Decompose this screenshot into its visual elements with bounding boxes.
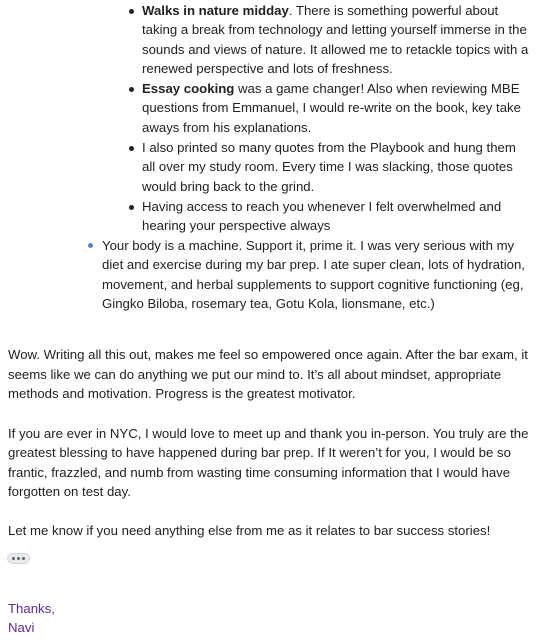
list-item-text [142, 79, 520, 99]
ellipsis-dot-icon [12, 557, 15, 560]
list-bullet [88, 243, 93, 248]
signature-name: Navi [8, 620, 35, 635]
list-item-text: I also printed so many quotes from the Playbook and hung them [142, 140, 516, 155]
list-item-text-span: was a game changer! Also when reviewing MBE [234, 81, 520, 96]
list-item-text: renewed perspective and lots of freshness. [142, 61, 393, 76]
paragraph-line: greatest blessing to have happened during bar prep. If It weren’t for you, I would be so [8, 445, 511, 460]
list-item-text: Your body is a machine. Support it, prime it. I was very serious with my [102, 238, 515, 253]
list-item-text: questions from Emmanuel, I would re-write on the book, key take [142, 100, 521, 115]
paragraph-line: seems like we can do anything we put our mind to. It’s all about mindset, appropriate [8, 367, 502, 382]
list-item-text: sounds and views of nature. It allowed me to retackle topics with a [142, 42, 529, 57]
list-item-text-span: . There is something powerful about [288, 3, 499, 18]
list-item-text [142, 1, 498, 21]
list-item-text: hearing your perspective always [142, 218, 331, 233]
list-item-text: Having access to reach you whenever I felt overwhelmed and [142, 199, 502, 214]
list-bullet [129, 87, 134, 92]
list-bullet [129, 9, 134, 14]
paragraph-line: If you are ever in NYC, I would love to meet up and thank you in-person. You truly are the [8, 426, 529, 441]
paragraph-line: frantic, frazzled, and numb from wasting time consuming information that I would have [8, 465, 511, 480]
paragraph-line: forgotten on test day. [8, 484, 131, 499]
list-item-text: movement, and herbal supplements to support cognitive functioning (eg, [102, 277, 524, 292]
list-item-text: would bring back to the grind. [142, 179, 315, 194]
list-item-text: aways from his explanations. [142, 120, 312, 135]
signature-closing: Thanks, [8, 601, 55, 616]
list-item-bold: Walks in nature midday [142, 3, 289, 18]
list-bullet [129, 146, 134, 151]
paragraph-line: Wow. Writing all this out, makes me feel so empowered once again. After the bar exam, it [8, 347, 528, 362]
paragraph-line: methods and motivation. Progress is the greatest motivator. [8, 386, 356, 401]
ellipsis-dot-icon [17, 557, 20, 560]
list-item-text: Gingko Biloba, rosemary tea, Gotu Kola, lionsmane, etc.) [102, 296, 435, 311]
list-item-text: all over my study room. Every time I was slacking, those quotes [142, 159, 513, 174]
list-item-text: diet and exercise during my bar prep. I ate super clean, lots of hydration, [102, 257, 525, 272]
ellipsis-dot-icon [22, 557, 25, 560]
list-bullet [129, 205, 134, 210]
show-trimmed-content-button[interactable] [7, 553, 30, 564]
list-item-bold: Essay cooking [142, 81, 235, 96]
list-item-text: taking a break from technology and letting yourself immerse in the [142, 22, 527, 37]
paragraph-line: Let me know if you need anything else from me as it relates to bar success stories! [8, 523, 491, 538]
